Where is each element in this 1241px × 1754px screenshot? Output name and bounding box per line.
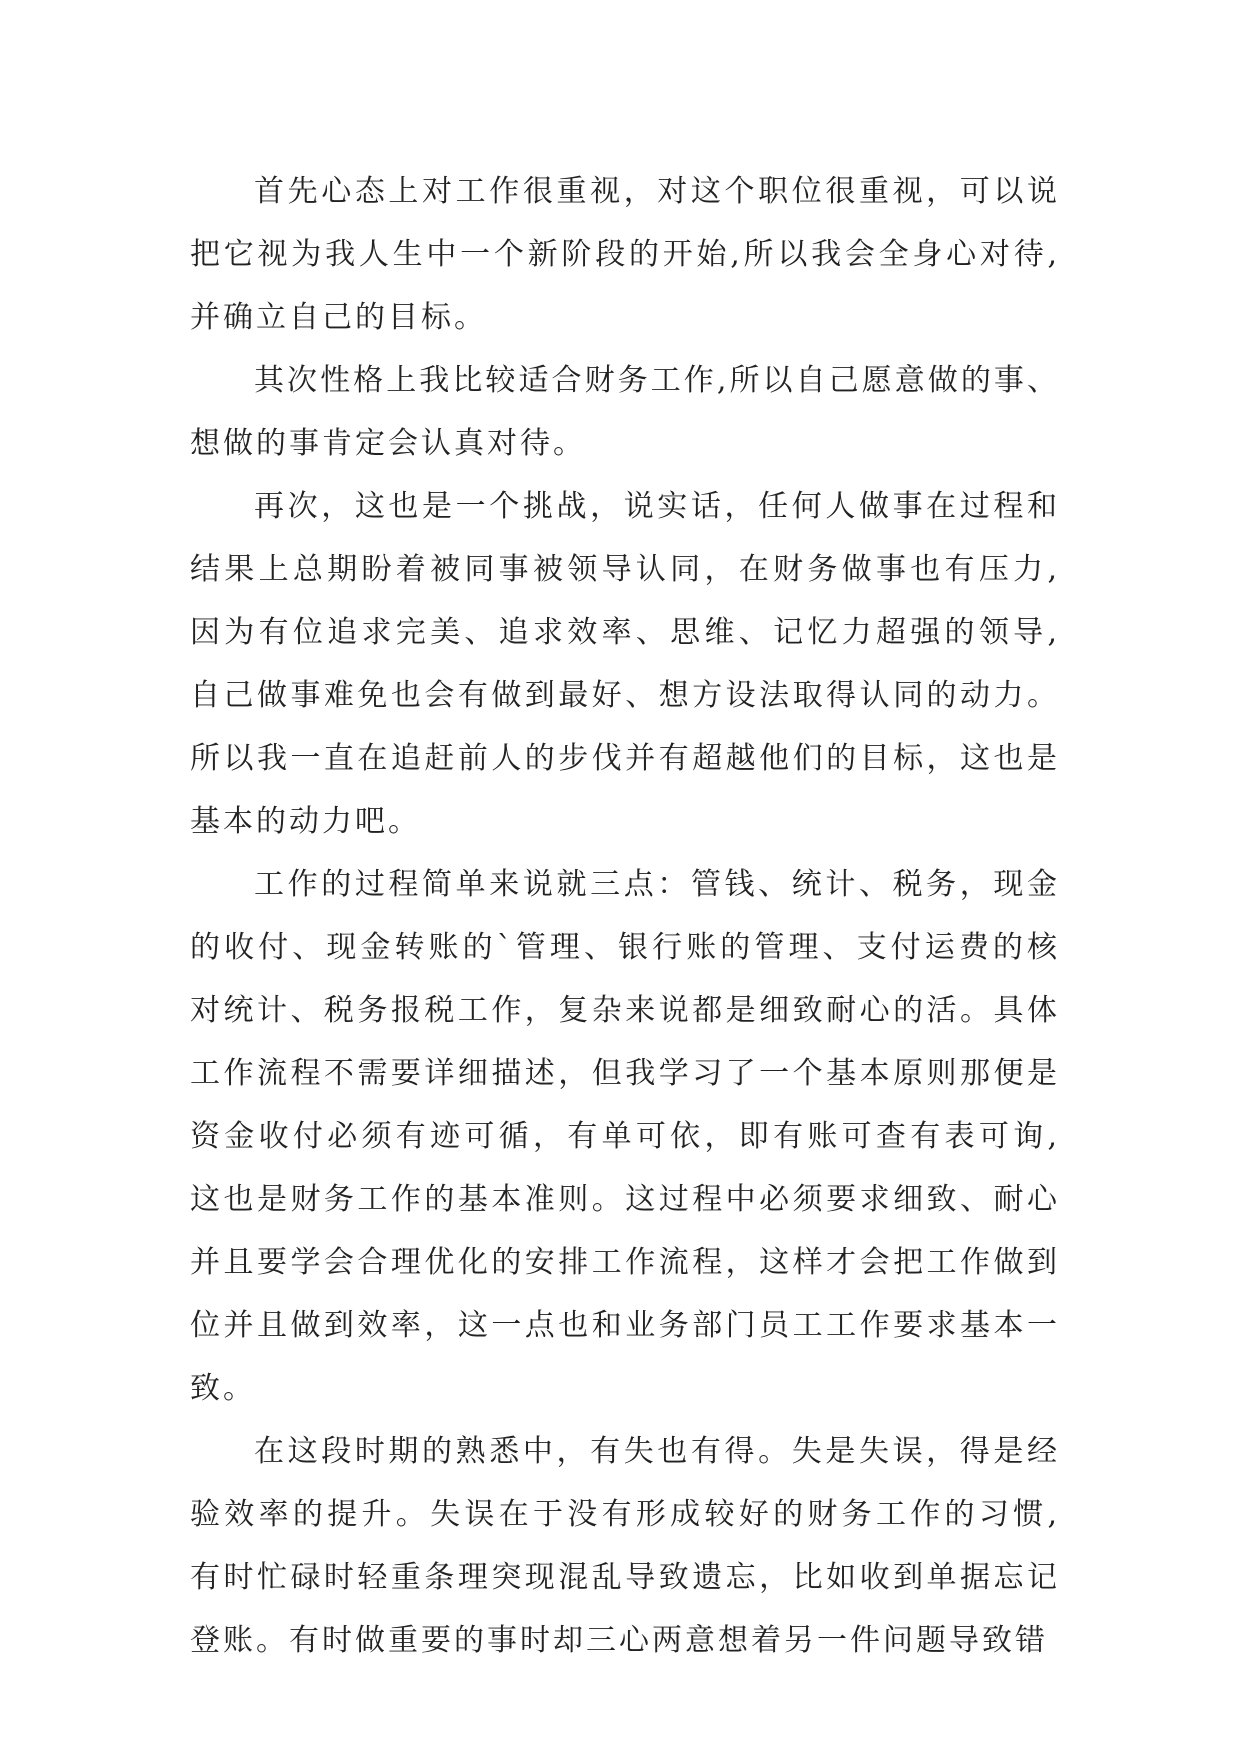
paragraph-5: 在这段时期的熟悉中，有失也有得。失是失误，得是经验效率的提升。失误在于没有形成较好的财务工作的习惯,有时忙碌时轻重条理突现混乱导致遗忘，比如收到单据忘记登账。有时做重要的事时却三心两意想着另一件问题导致错 — [190, 1434, 1060, 1658]
document-body — [190, 160, 1060, 1672]
paragraph-1: 首先心态上对工作很重视，对这个职位很重视，可以说把它视为我人生中一个新阶段的开始,所以我会全身心对待,并确立自己的目标。 — [190, 174, 1060, 335]
paragraph-2: 其次性格上我比较适合财务工作,所以自己愿意做的事、想做的事肯定会认真对待。 — [190, 363, 1060, 461]
paragraph-3: 再次，这也是一个挑战，说实话，任何人做事在过程和结果上总期盼着被同事被领导认同，在财务做事也有压力,因为有位追求完美、追求效率、思维、记忆力超强的领导,自己做事难免也会有做到最好、想方设法取得认同的动力。所以我一直在追赶前人的步伐并有超越他们的目标，这也是基本的动力吧。 — [190, 489, 1060, 839]
paragraph-4: 工作的过程简单来说就三点：管钱、统计、税务，现金的收付、现金转账的`管理、银行账的管理、支付运费的核对统计、税务报税工作，复杂来说都是细致耐心的活。具体工作流程不需要详细描述，但我学习了一个基本原则那便是资金收付必须有迹可循，有单可依，即有账可查有表可询,这也是财务工作的基本准则。这过程中必须要求细致、耐心并且要学会合理优化的安排工作流程，这样才会把工作做到位并且做到效率，这一点也和业务部门员工工作要求基本一致。 — [190, 867, 1060, 1406]
